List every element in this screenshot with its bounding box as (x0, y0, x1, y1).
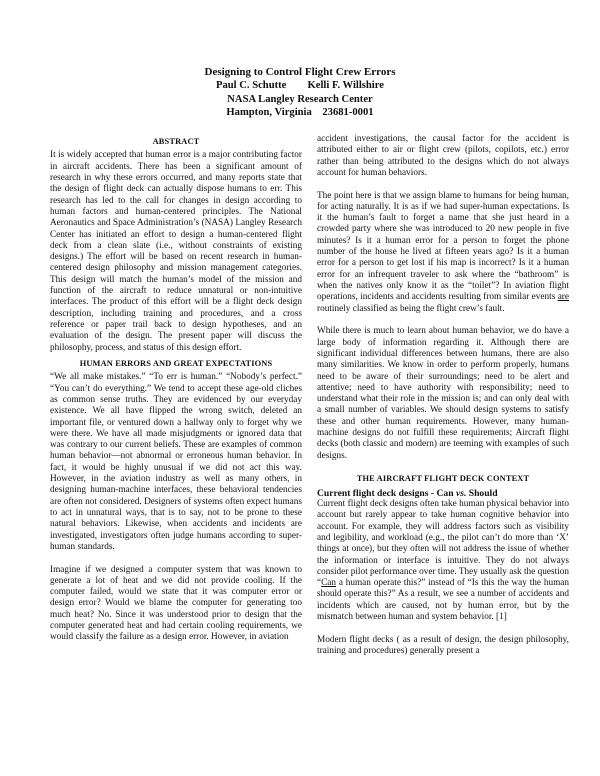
paragraph-human-errors-1: “We all make mistakes.” “To err is human.” “Nobody’s perfect.” “You can’t do everything.” We tend to accept these age-old cliches as common sense truths. They are evidenced by our everyday existence. We all have flipped the wrong switch, deleted an important file, or ventured down a hallway only to forget why we were there. We have all made misjudgments or ignored data that was contrary to our current beliefs. These are examples of common human behavior—not abnormal or erroneous human behavior. In fact, it would be highly unusual if we did not act this way. However, in the aviation industry as well as many others, in designing human-machine interfaces, these behavioral tendencies are often not considered. Designers of systems often expect humans to act in unnatural ways, that is to say, not to be prone to these natural behaviors. Likewise, when accidents and incidents are investigated, investigators often judge humans according to super-human standards. (50, 372, 302, 552)
fd1-text-b: a human operate this?” instead of “Is this the way the human should operate this?” As a result, we see a number of accidents and incidents which are caused, not by human error, but by the mismatch between human and system behavior. [1] (317, 578, 569, 623)
address: Hampton, Virginia 23681-0001 (226, 107, 374, 119)
p4-text-a: The point here is that we assign blame to humans for being human, for acting naturally. It is as if we had super-human expectations. Is it the human’s fault to forget a name that she just heard in a crowded party where she was introduced to 20 new people in five minutes? Is it a human error for a person to forget the phone number of the house he lived at fifteen years ago? Is it a human error for a person to get lost if his map is incorrect? Is it a human error for an infrequent traveler to ask where the “bathroom” is when the natives only know it as the “toilet”? In aviation flight operations, incidents and accidents resulting from similar events (317, 190, 569, 303)
section-heading-flight-deck: THE AIRCRAFT FLIGHT DECK CONTEXT (356, 474, 530, 484)
paragraph-human-errors-4 (317, 191, 569, 315)
subhead-text-a: Current flight deck designs - Can (317, 487, 456, 499)
abstract-heading: ABSTRACT (152, 137, 200, 146)
p4-underlined-word: are (557, 292, 569, 303)
fd1-text-a: Current flight deck designs often take human physical behavior into account but rarely appear to take human cognitive behavior into account. For example, they will address factors such as visibility and legibility, and workload (e.g., the pilot can’t do more than ‘X’ things at once), but they often will not address the issue of whether the information or interface is intuitive. They do not always consider pilot performance over time. They usually ask the question “ (317, 498, 569, 589)
paper-header (0, 66, 600, 120)
paper-title: Designing to Control Flight Crew Errors (204, 66, 396, 78)
paragraph-human-errors-3: accident investigations, the causal factor for the accident is attributed either to air or flight crew (pilots, copilots, etc.) error rather than being attributed to the designs which do not always account for human behaviors. (317, 134, 569, 178)
paragraph-flight-deck-1 (317, 499, 569, 623)
subheading-can-vs-should (317, 488, 569, 499)
subhead-text-b: Should (466, 487, 498, 499)
paragraph-human-errors-2: Imagine if we designed a computer system that was known to generate a lot of heat and we did not provide cooling. If the computer failed, would we state that it was computer error or design error? Would we blame the computer for generating too much heat? No. Since it was understood prior to design that the computer generated heat and had certain cooling requirements, we would classify the failure as a design error. However, in aviation (50, 564, 302, 643)
paragraph-flight-deck-2: Modern flight decks ( as a result of design, the design philosophy, training and procedures) generally present a (317, 634, 569, 656)
section-heading-human-errors: HUMAN ERRORS AND GREAT EXPECTATIONS (79, 358, 273, 368)
author-line: Paul C. Schutte Kelli F. Willshire (216, 80, 384, 92)
right-column (317, 134, 569, 669)
paragraph-human-errors-5: While there is much to learn about human behavior, we do have a large body of information regarding it. Although there are significant individual differences between humans, there are also many similarities. We know in order to perform properly, humans need to be aware of their surroundings; need to be alert and attentive; need to have authority with responsibility; need to understand what their role in the mission is; and can only deal with a small number of variables. We should design systems to satisfy these and other human requirements. However, many human-machine designs do not fulfill these requirements; Aircraft flight decks (both classic and modern) are teeming with examples of such designs. (317, 326, 569, 461)
left-column (50, 136, 302, 655)
fd1-underlined-word: Can (321, 578, 337, 589)
affiliation: NASA Langley Research Center (227, 93, 373, 105)
p4-text-b: routinely classified as being the flight crew’s fault. (317, 303, 505, 314)
subhead-vs: vs. (455, 487, 467, 499)
abstract-text: It is widely accepted that human error is a major contributing factor in aircraft accidents. There has been a significant amount of research in why these errors occurred, and many reports state that the design of flight deck can actually dispose humans to err. This research has led to the call for changes in design according to human factors and human-centered principles. The National Aeronautics and Space Administration’s (NASA) Langley Research Center has initiated an effort to design a human-centered flight deck from a clean slate (i.e., without constraints of existing designs.) The effort will be based on recent research in human-centered design philosophy and mission management categories. This design will match the human’s model of the mission and function of the aircraft to reduce unnatural or non-intuitive interfaces. The product of this effort will be a flight deck design description, including training and procedures, and a cross reference or paper trail back to design hypotheses, and an evaluation of the design. The present paper will discuss the philosophy, process, and status of this design effort. (50, 150, 302, 353)
